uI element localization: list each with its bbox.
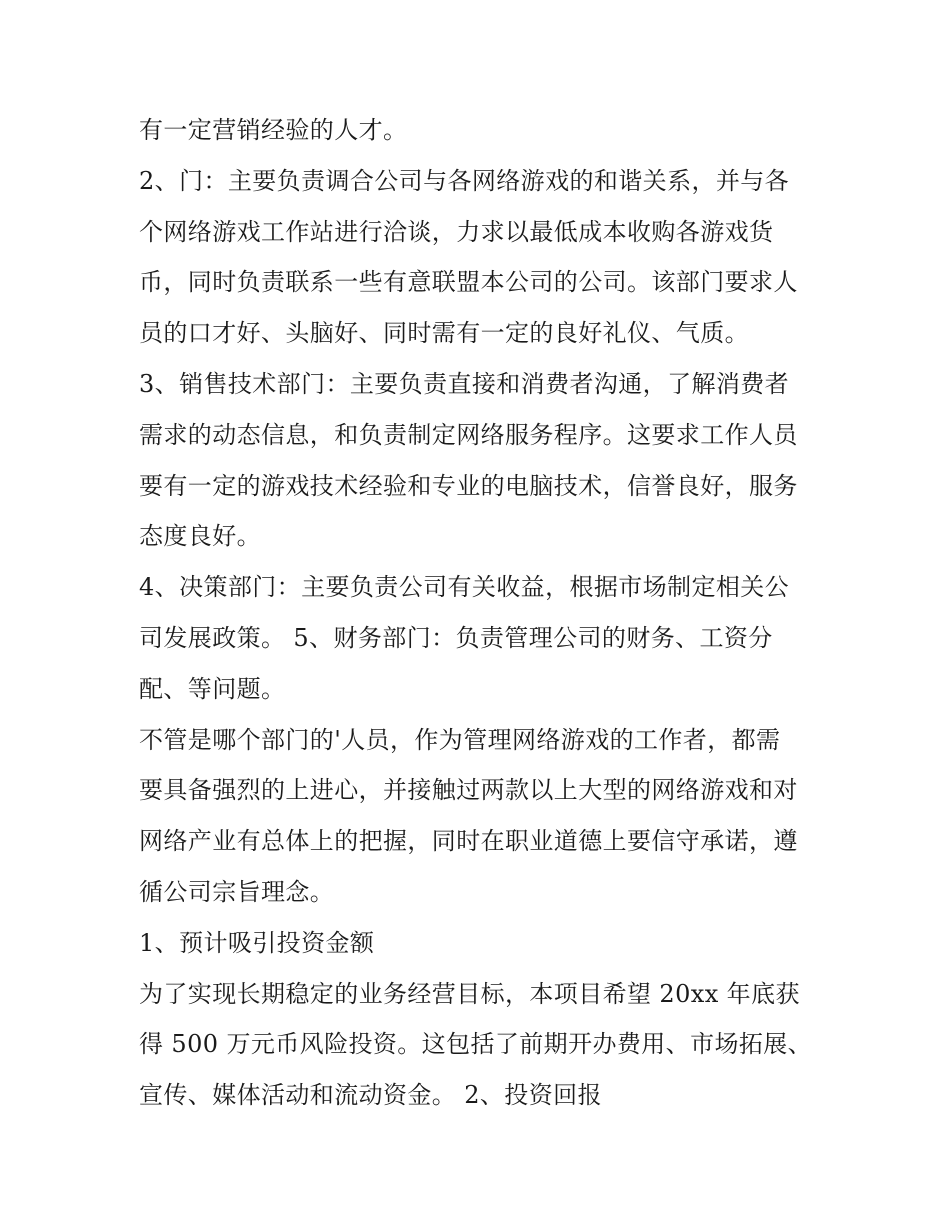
text-line: 2、门：主要负责调合公司与各网络游戏的和谐关系，并与各 [139, 166, 790, 195]
text-line: 要有一定的游戏技术经验和专业的电脑技术，信誉良好，服务 [139, 471, 798, 500]
text-line: 态度良好。 [139, 522, 261, 551]
text-line: 宣传、媒体活动和流动资金。 2、投资回报 [139, 1081, 602, 1110]
text-line: 个网络游戏工作站进行洽谈，力求以最低成本收购各游戏货 [139, 217, 774, 246]
body-text [139, 105, 819, 1121]
text-line: 司发展政策。 5、财务部门：负责管理公司的财务、工资分 [139, 623, 773, 652]
text-line: 员的口才好、头脑好、同时需有一定的良好礼仪、气质。 [139, 319, 749, 348]
text-line: 有一定营销经验的人才。 [139, 116, 408, 144]
text-line: 循公司宗旨理念。 [139, 877, 335, 906]
text-line: 配、等问题。 [139, 674, 286, 703]
text-line: 为了实现长期稳定的业务经营目标，本项目希望 20xx 年底获 [139, 979, 800, 1008]
text-line: 需求的动态信息，和负责制定网络服务程序。这要求工作人员 [139, 420, 798, 449]
text-line: 4、决策部门：主要负责公司有关收益，根据市场制定相关公 [139, 573, 790, 602]
text-line: 得 500 万元币风险投资。这包括了前期开办费用、市场拓展、 [139, 1030, 813, 1059]
text-line: 币，同时负责联系一些有意联盟本公司的公司。该部门要求人 [139, 268, 798, 297]
text-line: 不管是哪个部门的'人员，作为管理网络游戏的工作者，都需 [139, 725, 781, 754]
text-line: 3、销售技术部门：主要负责直接和消费者沟通，了解消费者 [139, 369, 790, 398]
text-line: 要具备强烈的上进心，并接触过两款以上大型的网络游戏和对 [139, 776, 798, 805]
text-line: 1、预计吸引投资金额 [139, 928, 375, 957]
text-line: 网络产业有总体上的把握，同时在职业道德上要信守承诺，遵 [139, 827, 798, 856]
